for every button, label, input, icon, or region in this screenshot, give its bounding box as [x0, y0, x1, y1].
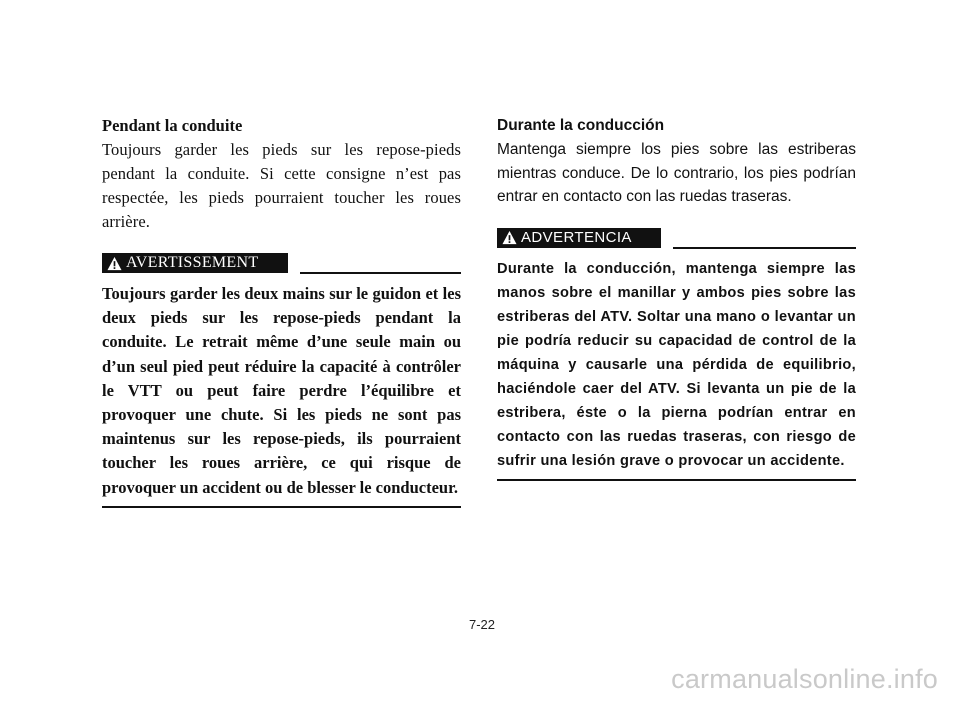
spanish-column: [497, 114, 856, 481]
spanish-warning-text: Durante la conducción, mantenga siempre las manos sobre el manillar y ambos pies sobre las estriberas del ATV. Soltar una mano o levantar un pie podría reducir su capacidad de control de la máquina y causarle una pérdida de equilibrio, haciéndole caer del ATV. Si levanta un pie de la estribera, éste o la pierna podrían entrar en contacto con las ruedas traseras, con riesgo de sufrir una lesión grave o provocar un accidente.: [497, 260, 856, 469]
watermark: carmanualsonline.info: [671, 664, 938, 694]
french-end-rule: [102, 506, 461, 508]
french-warning-rule: [300, 272, 461, 274]
page-number: 7-22: [468, 617, 496, 632]
french-warning-badge: [102, 253, 288, 273]
french-warning-header: [102, 252, 461, 274]
spanish-heading: Durante la conducción: [497, 117, 665, 134]
spanish-warning-rule: [673, 247, 856, 249]
spanish-warning-badge: [497, 228, 661, 248]
spanish-warning-header: [497, 227, 856, 249]
french-column: [102, 114, 461, 508]
french-warning-text: Toujours garder les deux mains sur le guidon et les deux pieds sur les repose-pieds pendant la conduite. Le retrait même d’une seule main ou d’un seul pied peut réduire la capacité à contrôler le VTT ou peut faire perdre l’équilibre et provoquer une chute. Si les pieds ne sont pas maintenus sur les repose-pieds, ils pourraient toucher les roues arrière, ce qui risque de provoquer un accident ou de blesser le conducteur.: [102, 284, 461, 497]
french-heading: Pendant la conduite: [102, 116, 243, 135]
french-paragraph: Toujours garder les pieds sur les repose-pieds pendant la conduite. Si cette consigne n’est pas respectée, les pieds pourraient toucher les roues arrière.: [102, 140, 461, 231]
spanish-paragraph: Mantenga siempre los pies sobre las estriberas mientras conduce. De lo contrario, los pies podrían entrar en contacto con las ruedas traseras.: [497, 141, 856, 205]
spanish-end-rule: [497, 479, 856, 481]
warning-triangle-icon: [107, 256, 122, 271]
french-warning-label: AVERTISSEMENT: [126, 254, 259, 271]
warning-triangle-icon: [502, 230, 517, 245]
spanish-warning-label: ADVERTENCIA: [521, 229, 632, 246]
